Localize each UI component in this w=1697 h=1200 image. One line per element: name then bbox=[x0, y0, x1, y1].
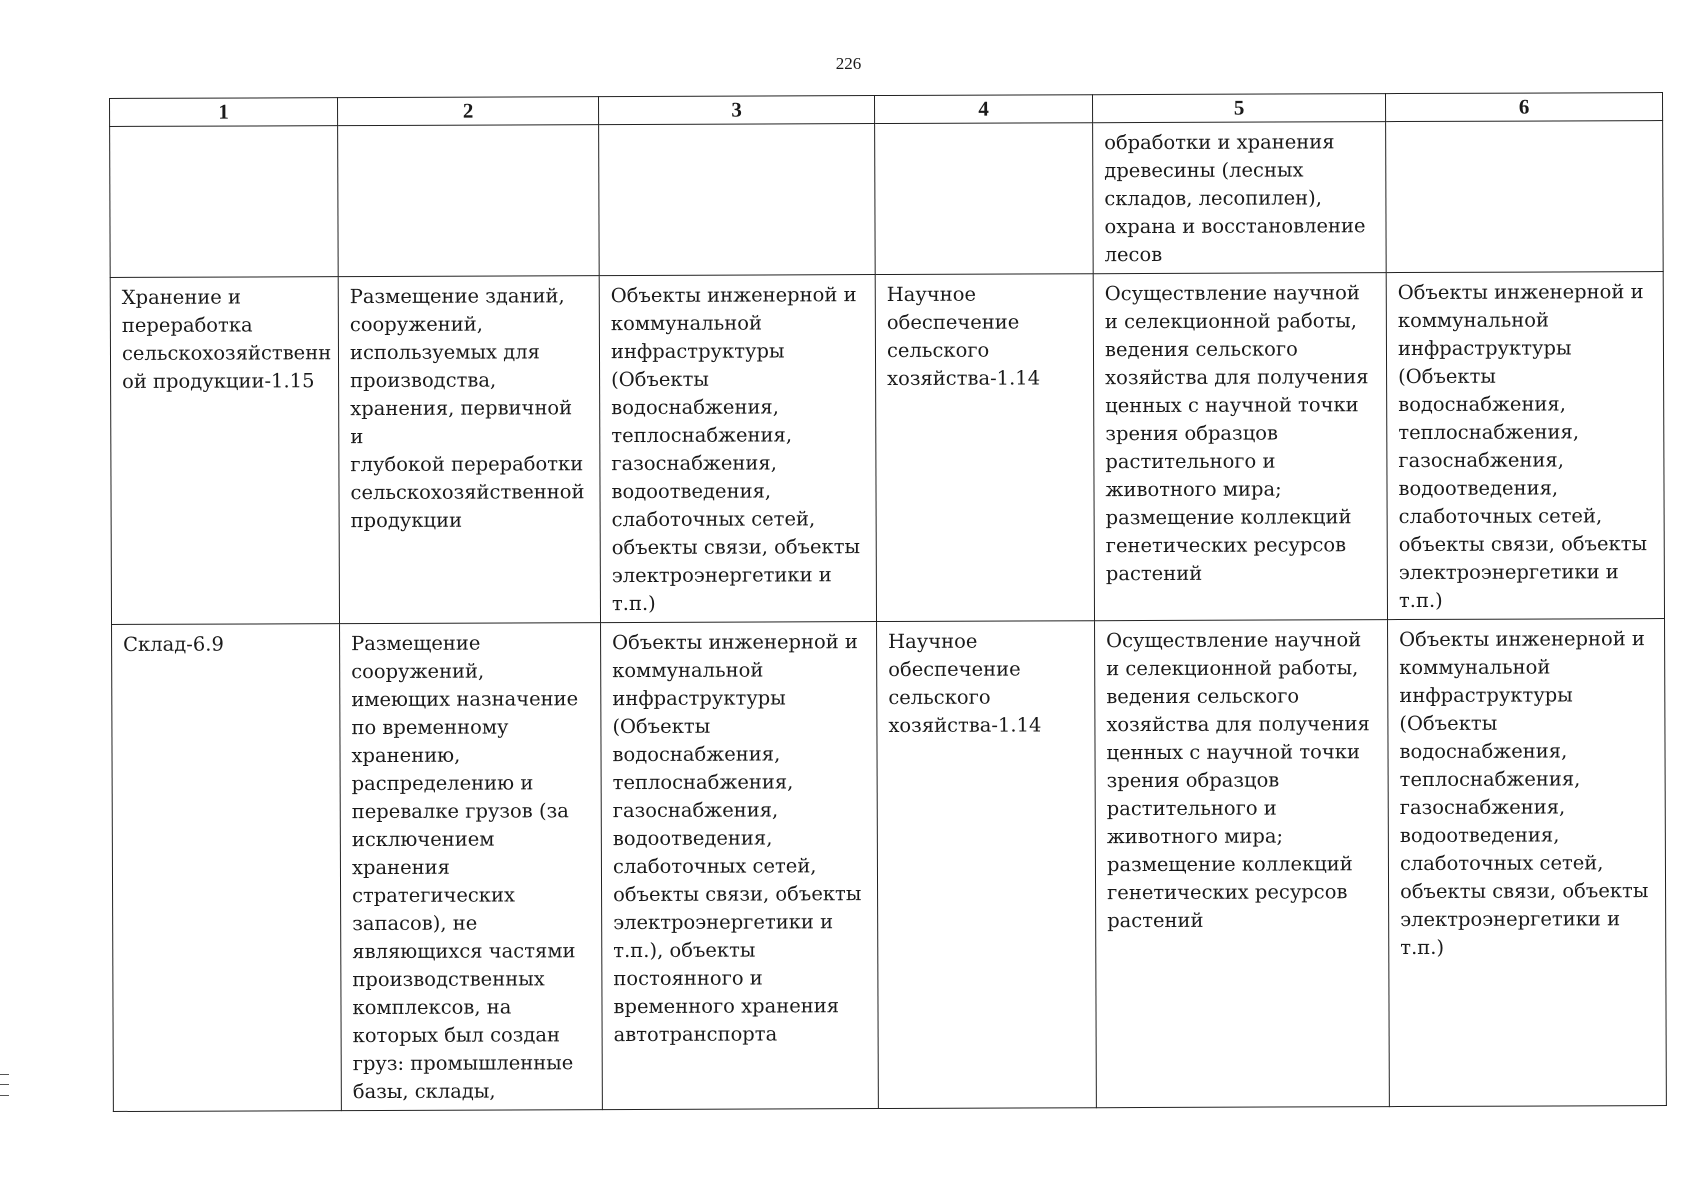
scan-margin-mark bbox=[0, 1074, 9, 1096]
column-header: 5 bbox=[1092, 94, 1385, 123]
table-cell: Объекты инженерной и коммунальной инфраструктуры (Объекты водоснабжения, теплоснабжения, газоснабжения, водоотведения, слаботочных сетей, объекты связи, объекты электроэнергетики и т.п.) bbox=[1386, 272, 1664, 620]
table-cell bbox=[875, 123, 1094, 275]
table-cell: Осуществление научной и селекционной работы, ведения сельского хозяйства для получения ценных с научной точки зрения образцов растительного и животного мира; размещение коллекций генетических ресурсов растений bbox=[1093, 273, 1387, 621]
table-cell bbox=[110, 126, 339, 278]
table-cell bbox=[599, 124, 876, 276]
table-cell bbox=[338, 125, 600, 277]
column-header: 6 bbox=[1385, 93, 1662, 122]
column-header: 3 bbox=[598, 96, 874, 125]
column-header: 4 bbox=[874, 95, 1092, 124]
table-cell: Научное обеспечение сельского хозяйства-1.14 bbox=[877, 621, 1097, 1109]
table-cell: Научное обеспечение сельского хозяйства-1.14 bbox=[875, 274, 1094, 622]
table-cell: Размещение зданий, сооружений, используемых для производства, хранения, первичной и глубокой переработки сельскохозяйственной продукции bbox=[338, 276, 600, 624]
table-cell bbox=[1386, 121, 1664, 273]
table-cell: Размещение сооружений, имеющих назначение по временному хранению, распределению и перевалке грузов (за исключением хранения стратегических запасов), не являющихся частями производственных комплексов, на которых был создан груз: промышленные базы, склады, bbox=[340, 623, 603, 1111]
table-row bbox=[112, 619, 1667, 1112]
column-header: 1 bbox=[110, 98, 338, 127]
table-cell: Объекты инженерной и коммунальной инфраструктуры (Объекты водоснабжения, теплоснабжения, газоснабжения, водоотведения, слаботочных сетей, объекты связи, объекты электроэнергетики и т.п.) bbox=[1388, 619, 1667, 1107]
table-cell: Осуществление научной и селекционной работы, ведения сельского хозяйства для получения ценных с научной точки зрения образцов растительного и животного мира; размещение коллекций генетических ресурсов растений bbox=[1095, 620, 1390, 1108]
table-row bbox=[110, 272, 1664, 625]
land-use-table bbox=[109, 92, 1667, 1112]
table-cell: Объекты инженерной и коммунальной инфраструктуры (Объекты водоснабжения, теплоснабжения, газоснабжения, водоотведения, слаботочных сетей, объекты связи, объекты электроэнергетики и т.п.) bbox=[599, 275, 876, 623]
table-cell: Хранение и переработка сельскохозяйственн ой продукции-1.15 bbox=[110, 277, 339, 625]
table-row bbox=[110, 121, 1664, 278]
table-cell: обработки и хранения древесины (лесных складов, лесопилен), охрана и восстановление лесов bbox=[1093, 122, 1387, 274]
column-header: 2 bbox=[338, 97, 599, 126]
page-number: 226 bbox=[835, 54, 862, 73]
table-cell: Склад-6.9 bbox=[112, 624, 342, 1112]
table-cell: Объекты инженерной и коммунальной инфраструктуры (Объекты водоснабжения, теплоснабжения, газоснабжения, водоотведения, слаботочных сетей, объекты связи, объекты электроэнергетики и т.п.), объекты постоянного и временного хранения автотранспорта bbox=[601, 622, 879, 1110]
